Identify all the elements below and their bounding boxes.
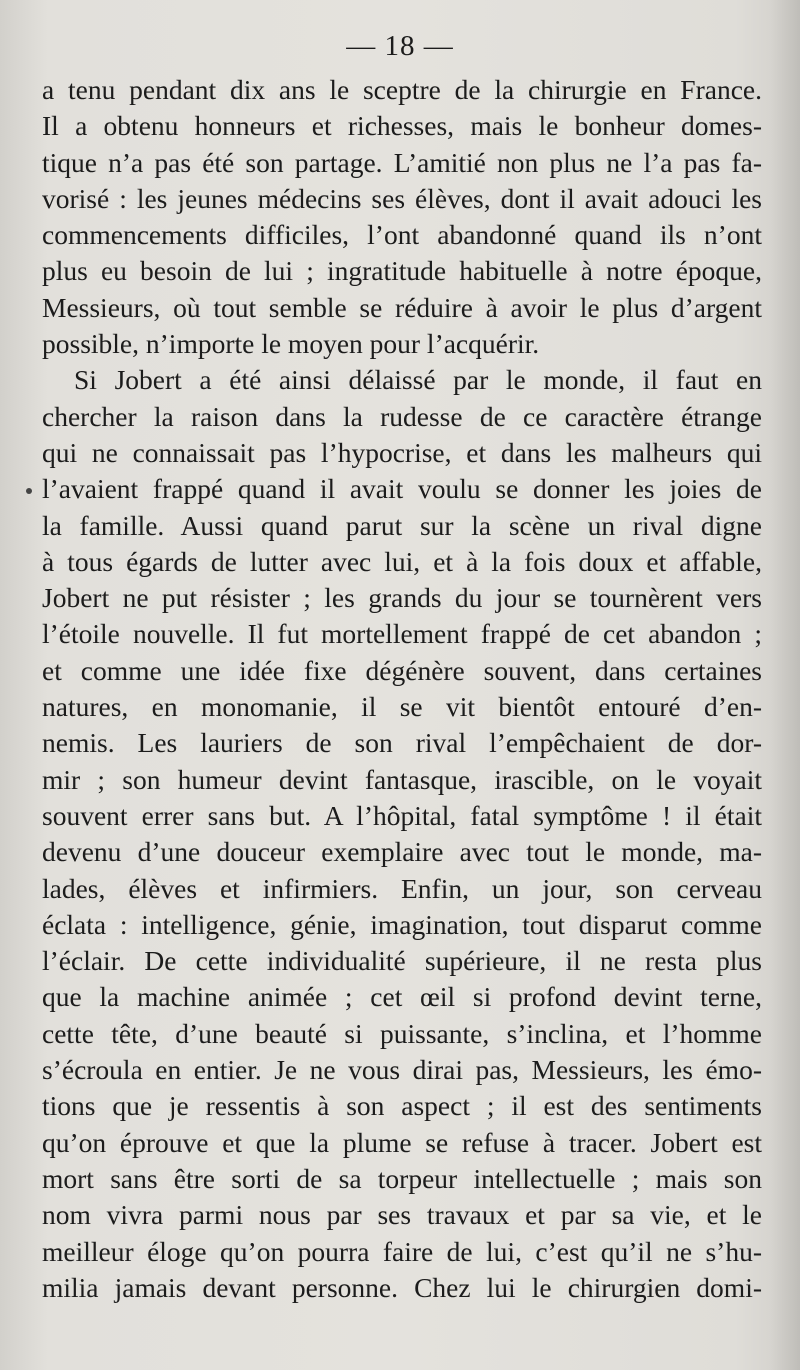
text-line: Il a obtenu honneurs et richesses, mais le bonheur domes- bbox=[42, 110, 762, 142]
page-number: — 18 — bbox=[346, 30, 454, 62]
text-line: l’étoile nouvelle. Il fut mortellement frappé de cet abandon ; bbox=[42, 618, 762, 650]
text-line: possible, n’importe le moyen pour l’acquérir. bbox=[42, 328, 540, 360]
text-line: meilleur éloge qu’on pourra faire de lui, c’est qu’il ne s’hu- bbox=[42, 1235, 762, 1267]
text-line: que la machine animée ; cet œil si profond devint terne, bbox=[42, 981, 762, 1013]
text-line: lades, élèves et infirmiers. Enfin, un jour, son cerveau bbox=[42, 872, 762, 904]
text-line: mort sans être sorti de sa torpeur intellectuelle ; mais son bbox=[42, 1162, 762, 1194]
text-line: à tous égards de lutter avec lui, et à la fois doux et affable, bbox=[42, 545, 762, 577]
text-line: Jobert ne put résister ; les grands du jour se tournèrent vers bbox=[42, 582, 762, 614]
text-line: natures, en monomanie, il se vit bientôt entouré d’en- bbox=[42, 691, 762, 723]
text-line: Si Jobert a été ainsi délaissé par le monde, il faut en bbox=[74, 364, 762, 396]
text-line: tique n’a pas été son partage. L’amitié non plus ne l’a pas fa- bbox=[42, 146, 762, 178]
text-line: commencements difficiles, l’ont abandonné quand ils n’ont bbox=[42, 219, 762, 251]
text-line: qui ne connaissait pas l’hypocrise, et dans les malheurs qui bbox=[42, 436, 762, 468]
text-line: Messieurs, où tout semble se réduire à avoir le plus d’argent bbox=[42, 291, 762, 323]
margin-mark bbox=[26, 488, 32, 494]
text-line: l’avaient frappé quand il avait voulu se donner les joies de bbox=[42, 473, 762, 505]
page-edge-shadow bbox=[770, 0, 800, 1370]
text-line: qu’on éprouve et que la plume se refuse à tracer. Jobert est bbox=[42, 1126, 762, 1158]
text-line: mir ; son humeur devint fantasque, irascible, on le voyait bbox=[42, 763, 762, 795]
text-line: l’éclair. De cette individualité supérieure, il ne resta plus bbox=[42, 945, 762, 977]
text-line: cette tête, d’une beauté si puissante, s’inclina, et l’homme bbox=[42, 1017, 762, 1049]
text-line: et comme une idée fixe dégénère souvent, dans certaines bbox=[42, 654, 762, 686]
text-line: vorisé : les jeunes médecins ses élèves, dont il avait adouci les bbox=[42, 182, 762, 214]
text-line: tions que je ressentis à son aspect ; il est des sentiments bbox=[42, 1090, 762, 1122]
text-line: chercher la raison dans la rudesse de ce caractère étrange bbox=[42, 400, 762, 432]
text-line: a tenu pendant dix ans le sceptre de la chirurgie en France. bbox=[42, 74, 762, 105]
body-text bbox=[42, 72, 762, 1306]
text-line: souvent errer sans but. A l’hôpital, fatal symptôme ! il était bbox=[42, 799, 762, 831]
text-line: nom vivra parmi nous par ses travaux et par sa vie, et le bbox=[42, 1199, 762, 1231]
text-line: éclata : intelligence, génie, imagination, tout disparut comme bbox=[42, 908, 762, 940]
text-line: nemis. Les lauriers de son rival l’empêchaient de dor- bbox=[42, 727, 762, 759]
text-line: milia jamais devant personne. Chez lui le chirurgien domi- bbox=[42, 1271, 762, 1303]
text-line: devenu d’une douceur exemplaire avec tout le monde, ma- bbox=[42, 836, 762, 868]
text-line: s’écroula en entier. Je ne vous dirai pas, Messieurs, les émo- bbox=[42, 1054, 762, 1086]
text-line: la famille. Aussi quand parut sur la scène un rival digne bbox=[42, 509, 762, 541]
text-line: plus eu besoin de lui ; ingratitude habituelle à notre époque, bbox=[42, 255, 762, 287]
